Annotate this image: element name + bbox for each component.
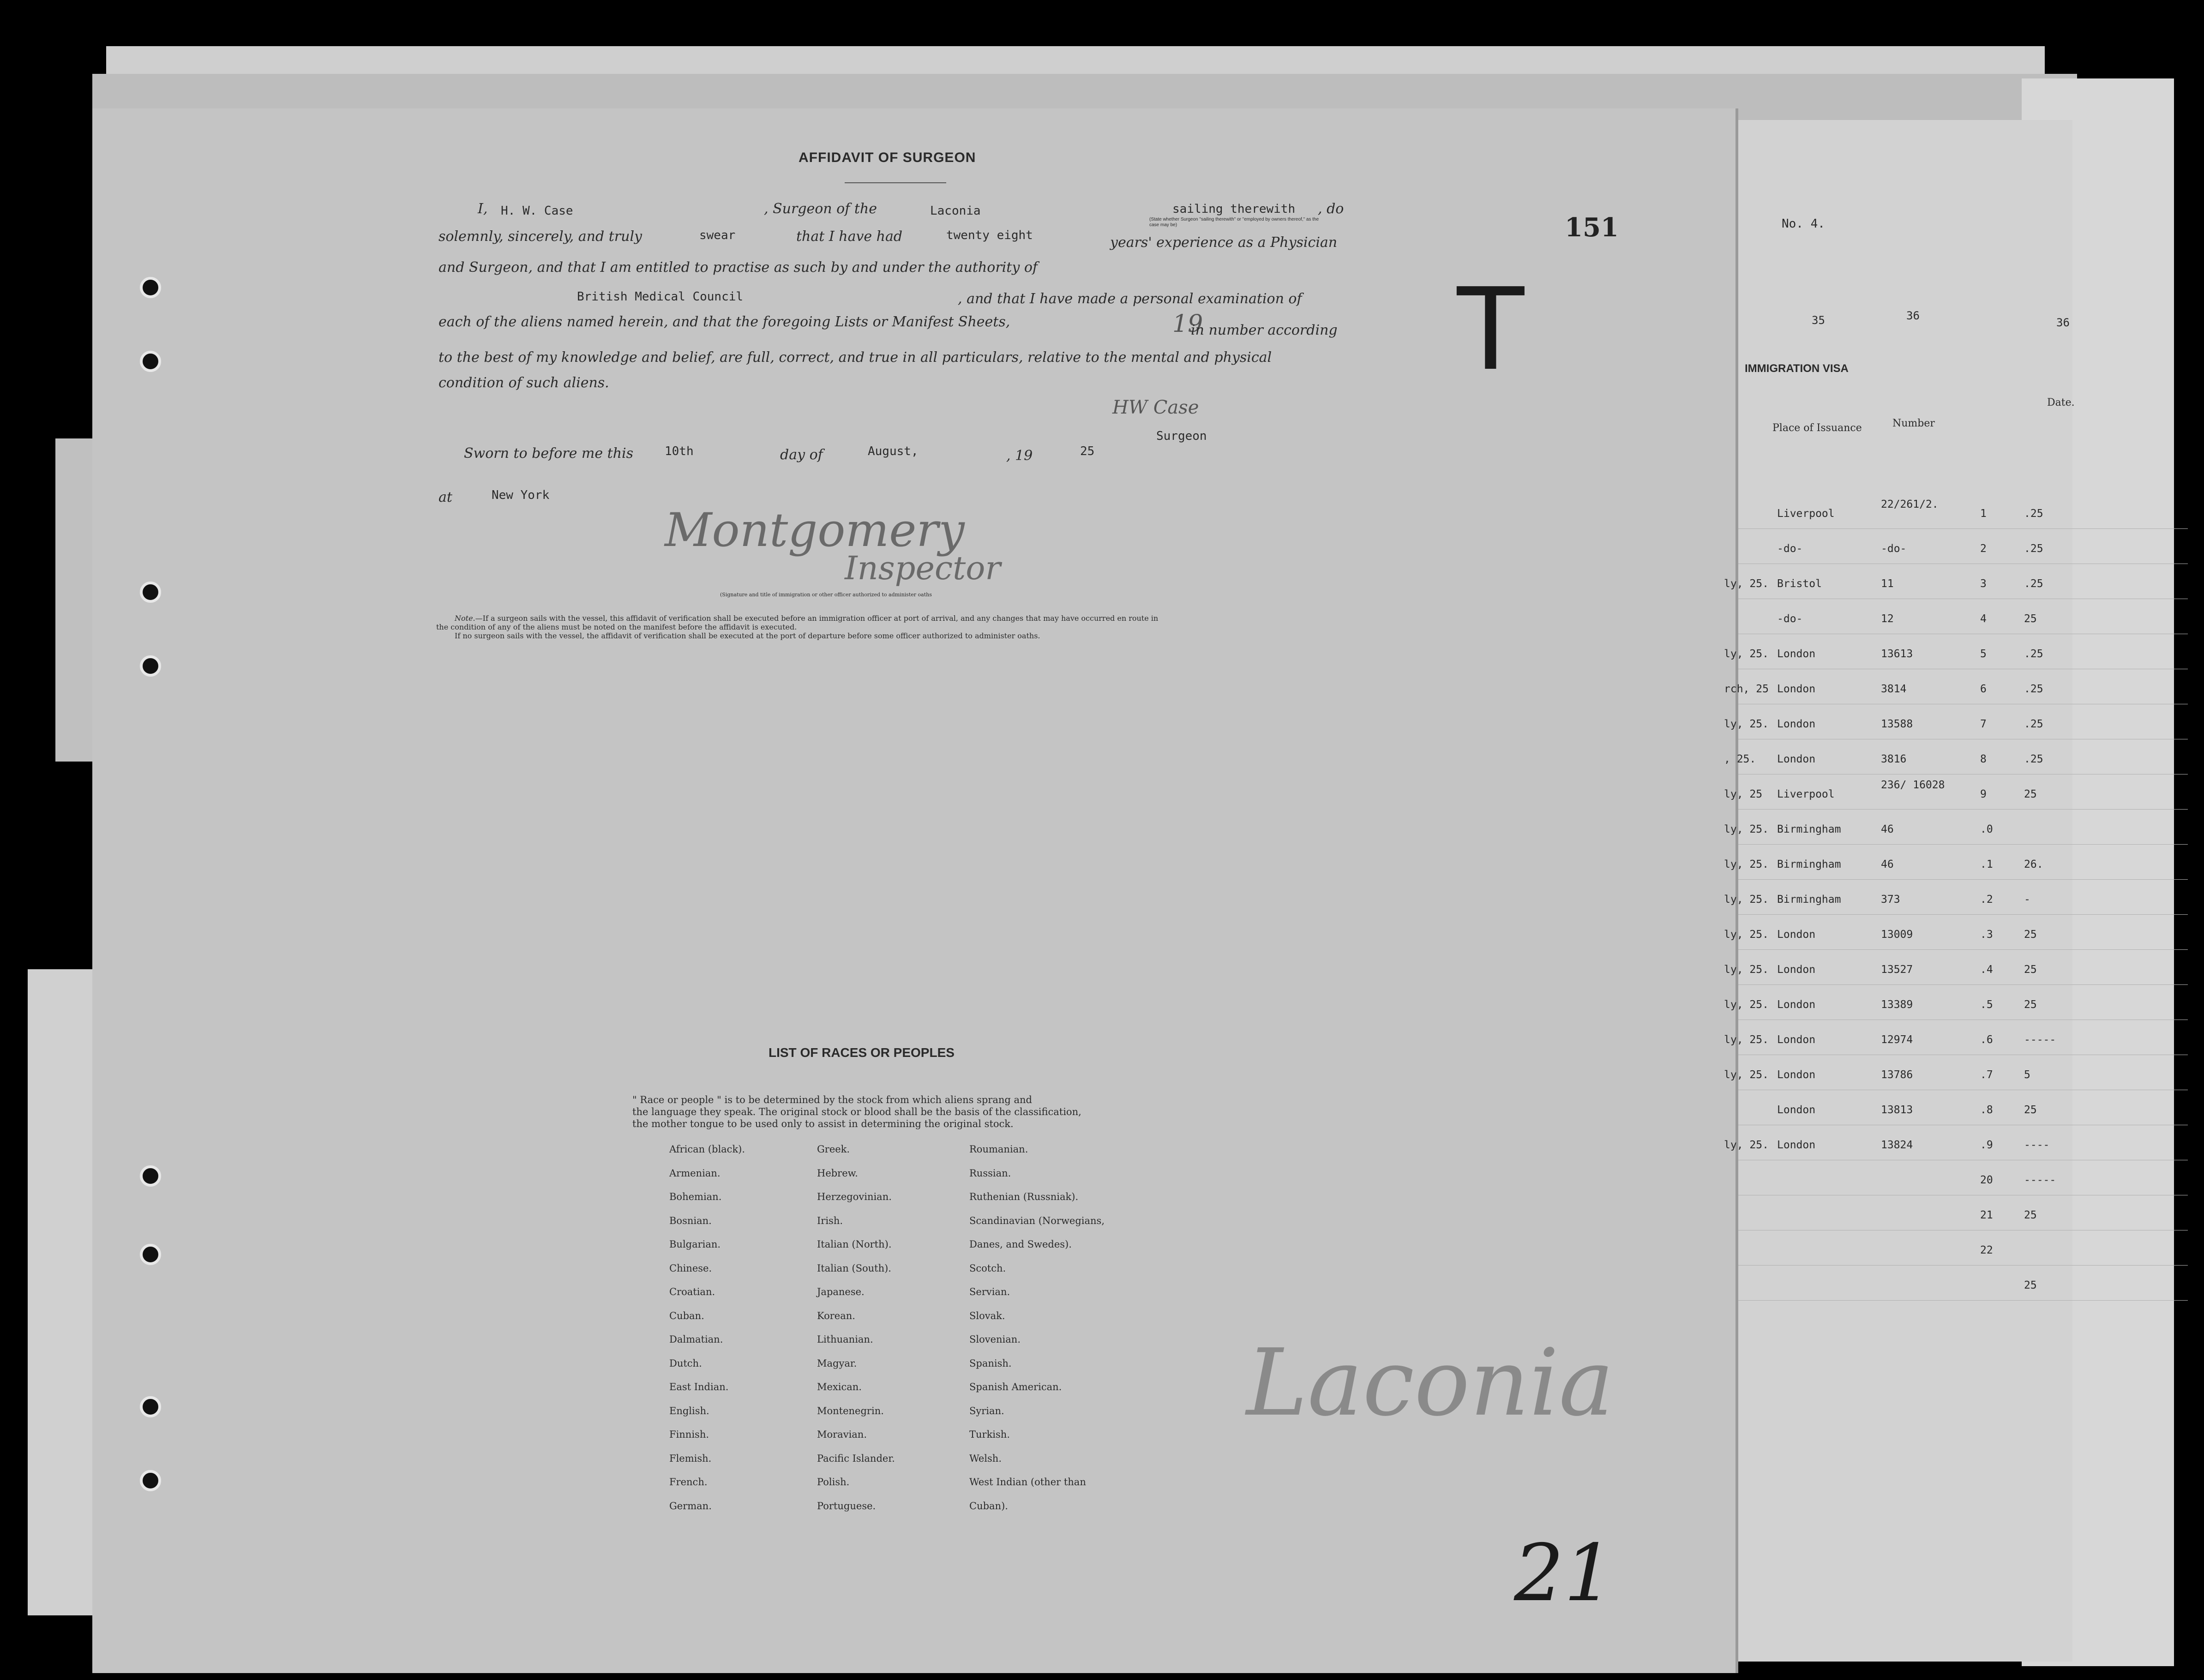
title-underline [845, 182, 946, 183]
signature-caption: (Signature and title of immigration or other officer authorized to administer oaths [720, 592, 932, 598]
visa-col: .25 [2024, 718, 2043, 730]
visa-line-number: .3 [1980, 929, 1993, 941]
visa-line-number: .9 [1980, 1139, 1993, 1151]
surgeon-of-the-label: , Surgeon of the [764, 201, 877, 217]
visa-date: ly, 25. [1724, 858, 1769, 870]
visa-number: 13009 [1881, 929, 1913, 941]
affidavit-title: AFFIDAVIT OF SURGEON [799, 150, 976, 165]
race-item: Italian (South). [817, 1262, 891, 1274]
race-item: African (black). [669, 1144, 745, 1155]
grid-line [1726, 879, 2188, 880]
visa-place: London [1777, 999, 1816, 1011]
vessel-name: Laconia [930, 204, 981, 218]
visa-place: London [1777, 1069, 1816, 1081]
race-item: German. [669, 1500, 712, 1512]
race-item: English. [669, 1405, 709, 1416]
visa-date: ly, 25. [1724, 648, 1769, 660]
grid-line [1726, 809, 2188, 810]
race-item: Ruthenian (Russniak). [969, 1191, 1079, 1202]
grid-line [1726, 914, 2188, 915]
visa-date: ly, 25 [1724, 788, 1763, 800]
race-item: Bosnian. [669, 1215, 712, 1226]
race-item: Greek. [817, 1144, 850, 1155]
affidavit-line1-prefix: I, [478, 201, 488, 217]
visa-col: .25 [2024, 753, 2043, 765]
visa-number: 3816 [1881, 753, 1907, 765]
visa-place: London [1777, 929, 1816, 941]
visa-number: 13813 [1881, 1104, 1913, 1116]
race-item: Roumanian. [969, 1144, 1028, 1155]
grid-line [1726, 528, 2188, 529]
race-item: Finnish. [669, 1429, 709, 1440]
race-item: Welsh. [969, 1452, 1002, 1464]
note-block [436, 614, 1355, 640]
visa-col: 25 [2024, 1209, 2037, 1221]
grid-line [1726, 844, 2188, 845]
surgeon-name: H. W. Case [501, 204, 573, 218]
visa-date: rch, 25 [1724, 683, 1769, 695]
visa-line-number: 20 [1980, 1174, 1993, 1186]
race-item: Dalmatian. [669, 1334, 723, 1345]
visa-col: .25 [2024, 543, 2043, 555]
sworn-prefix: Sworn to before me this [464, 445, 634, 462]
race-item: Lithuanian. [817, 1334, 873, 1345]
punch-hole [140, 582, 161, 603]
visa-date: ly, 25. [1724, 964, 1769, 976]
race-item: Syrian. [969, 1405, 1004, 1416]
visa-col: 25 [2024, 999, 2037, 1011]
visa-number: 13389 [1881, 999, 1913, 1011]
visa-line-number: 1 [1980, 508, 1987, 520]
visa-number: 12974 [1881, 1034, 1913, 1046]
affidavit-line5-prefix: each of the aliens named herein, and that the foregoing Lists or Manifest Sheets, [438, 314, 1010, 330]
visa-number: 13824 [1881, 1139, 1913, 1151]
affidavit-line4-suffix: , and that I have made a personal examination of [958, 291, 1302, 307]
visa-date: ly, 25. [1724, 894, 1769, 906]
race-item: Scandinavian (Norwegians, [969, 1215, 1105, 1226]
visa-date: ly, 25. [1724, 578, 1769, 590]
race-item: Armenian. [669, 1167, 721, 1179]
note-line3: If no surgeon sails with the vessel, the affidavit of verification shall be executed at the port of departure before some officer authorized to administer oaths. [455, 631, 1040, 640]
visa-line-number: 22 [1980, 1244, 1993, 1256]
visa-place: Liverpool [1777, 508, 1835, 520]
sworn-place: New York [492, 488, 550, 502]
t-mark: T [1454, 261, 1527, 395]
race-item: Turkish. [969, 1429, 1010, 1440]
visa-line-number: .1 [1980, 858, 1993, 870]
visa-line-number: .6 [1980, 1034, 1993, 1046]
race-item: Moravian. [817, 1429, 867, 1440]
bottom-number: 21 [1514, 1528, 1614, 1619]
visa-number: 22/261/2. [1881, 498, 1939, 510]
visa-col: ----- [2024, 1174, 2056, 1186]
affidavit-line3: and Surgeon, and that I am entitled to practise as such by and under the authority of [438, 259, 1038, 276]
visa-number: 13786 [1881, 1069, 1913, 1081]
punch-hole [140, 1396, 161, 1417]
visa-place: Liverpool [1777, 788, 1835, 800]
col-36b-header: 36 [2056, 316, 2070, 329]
race-item: Korean. [817, 1310, 855, 1321]
visa-number: 13527 [1881, 964, 1913, 976]
affidavit-line2-prefix: solemnly, sincerely, and truly [438, 228, 643, 245]
page-number-stamp: 151 [1565, 212, 1619, 243]
race-item: Magyar. [817, 1357, 857, 1369]
visa-col: .25 [2024, 578, 2043, 590]
do-label: , do [1318, 201, 1344, 217]
surgeon-title: Surgeon [1156, 429, 1207, 443]
sworn-year: 25 [1080, 444, 1095, 458]
visa-line-number: 3 [1980, 578, 1987, 590]
visa-number: 12 [1881, 613, 1894, 625]
visa-place: -do- [1777, 543, 1803, 555]
visa-col: 25 [2024, 1104, 2037, 1116]
visa-date: ly, 25. [1724, 1139, 1769, 1151]
col-35-header: 35 [1812, 314, 1825, 327]
race-item: Flemish. [669, 1452, 712, 1464]
visa-col: 25 [2024, 1279, 2037, 1291]
number-header: Number [1892, 418, 1935, 429]
oath-word: swear [699, 228, 736, 242]
visa-col: ---- [2024, 1139, 2050, 1151]
race-item: Montenegrin. [817, 1405, 884, 1416]
grid-line [1726, 1300, 2188, 1301]
affidavit-line2-mid: that I have had [796, 228, 903, 245]
sailing-status: sailing therewith [1172, 202, 1296, 216]
visa-col: .25 [2024, 508, 2043, 520]
immigration-visa-heading: IMMIGRATION VISA [1745, 362, 1849, 375]
visa-col: 25 [2024, 929, 2037, 941]
visa-date: ly, 25. [1724, 718, 1769, 730]
punch-hole [140, 1244, 161, 1265]
visa-number: 3814 [1881, 683, 1907, 695]
visa-line-number: 7 [1980, 718, 1987, 730]
race-item: West Indian (other than [969, 1476, 1086, 1488]
visa-place: London [1777, 683, 1816, 695]
race-item: Croatian. [669, 1286, 715, 1297]
grid-line [1726, 984, 2188, 985]
races-intro-line1: " Race or people " is to be determined by the stock from which aliens sprang and [632, 1094, 1032, 1105]
race-item: Pacific Islander. [817, 1452, 895, 1464]
race-item: Russian. [969, 1167, 1011, 1179]
visa-line-number: .0 [1980, 823, 1993, 835]
visa-number: 11 [1881, 578, 1894, 590]
race-item: Danes, and Swedes). [969, 1239, 1072, 1250]
col-36-header: 36 [1906, 309, 1920, 322]
sheets-count: 19 [1172, 310, 1203, 338]
visa-number: 13588 [1881, 718, 1913, 730]
visa-col: - [2024, 894, 2030, 906]
visa-line-number: 5 [1980, 648, 1987, 660]
visa-number: 236/ 16028 [1881, 779, 1945, 791]
visa-number: -do- [1881, 543, 1907, 555]
races-intro-line3: the mother tongue to be used only to assist in determining the original stock. [632, 1118, 1014, 1129]
visa-line-number: 4 [1980, 613, 1987, 625]
at-label: at [438, 489, 452, 505]
visa-place: London [1777, 1139, 1816, 1151]
visa-col: 26. [2024, 858, 2043, 870]
race-item: Servian. [969, 1286, 1010, 1297]
visa-line-number: .5 [1980, 999, 1993, 1011]
visa-line-number: 8 [1980, 753, 1987, 765]
status-note: (State whether Surgeon "sailing therewith" or "employed by owners thereof," as the case may be) [1149, 217, 1319, 228]
visa-col: .25 [2024, 683, 2043, 695]
visa-line-number: 9 [1980, 788, 1987, 800]
place-header: Place of Issuance [1772, 422, 1862, 434]
race-item: French. [669, 1476, 708, 1488]
punch-hole [140, 351, 161, 372]
note-line1: —If a surgeon sails with the vessel, this affidavit of verification shall be executed before an immigration officer at port of arrival, and any changes that may have occurred en route in [475, 614, 1159, 623]
races-title: LIST OF RACES OR PEOPLES [769, 1045, 955, 1060]
visa-col: 5 [2024, 1069, 2030, 1081]
surgeon-signature: HW Case [1112, 397, 1199, 418]
race-item: Bohemian. [669, 1191, 722, 1202]
visa-line-number: 21 [1980, 1209, 1993, 1221]
race-item: Cuban. [669, 1310, 704, 1321]
affidavit-line5-suffix: in number according [1191, 322, 1338, 338]
race-item: Irish. [817, 1215, 843, 1226]
race-item: Dutch. [669, 1357, 702, 1369]
race-item: Spanish American. [969, 1381, 1062, 1392]
affidavit-line7: condition of such aliens. [438, 375, 609, 391]
races-intro [632, 1094, 1081, 1130]
visa-place: Bristol [1777, 578, 1822, 590]
visa-number: 373 [1881, 894, 1900, 906]
visa-line-number: 6 [1980, 683, 1987, 695]
visa-place: London [1777, 964, 1816, 976]
visa-col: .25 [2024, 648, 2043, 660]
race-item: Chinese. [669, 1262, 712, 1274]
race-item: Japanese. [817, 1286, 865, 1297]
visa-line-number: .2 [1980, 894, 1993, 906]
visa-col: 25 [2024, 964, 2037, 976]
visa-col: 25 [2024, 613, 2037, 625]
race-item: Bulgarian. [669, 1239, 721, 1250]
races-intro-line2: the language they speak. The original stock or blood shall be the basis of the classification, [632, 1106, 1081, 1117]
sworn-month: August, [868, 444, 919, 458]
race-item: Portuguese. [817, 1500, 876, 1512]
laconia-handwriting: Laconia [1246, 1329, 1614, 1437]
race-item: Scotch. [969, 1262, 1006, 1274]
visa-place: London [1777, 1104, 1816, 1116]
list-number: No. 4. [1782, 217, 1825, 231]
visa-line-number: .7 [1980, 1069, 1993, 1081]
race-item: Slovenian. [969, 1334, 1021, 1345]
grid-line [1726, 1265, 2188, 1266]
authority-name: British Medical Council [577, 290, 744, 304]
visa-place: Birmingham [1777, 823, 1841, 835]
race-item: Italian (North). [817, 1239, 892, 1250]
race-item: East Indian. [669, 1381, 729, 1392]
visa-col: ----- [2024, 1034, 2056, 1046]
date-header: Date. [2047, 397, 2075, 408]
sworn-day: 10th [665, 444, 694, 458]
visa-date: ly, 25. [1724, 929, 1769, 941]
day-of-label: day of [780, 447, 823, 463]
visa-place: London [1777, 718, 1816, 730]
officer-signature: Montgomery [665, 503, 965, 557]
punch-hole [140, 1165, 161, 1187]
visa-place: Birmingham [1777, 858, 1841, 870]
grid-line [1726, 949, 2188, 950]
years-experience: twenty eight [946, 228, 1033, 242]
visa-place: -do- [1777, 613, 1803, 625]
visa-line-number: 2 [1980, 543, 1987, 555]
affidavit-line6: to the best of my knowledge and belief, are full, correct, and true in all particulars, relative to the mental and physical [438, 349, 1272, 366]
visa-date: ly, 25. [1724, 999, 1769, 1011]
race-item: Cuban). [969, 1500, 1008, 1512]
race-item: Slovak. [969, 1310, 1005, 1321]
visa-number: 46 [1881, 823, 1894, 835]
note-line2: the condition of any of the aliens must be noted on the manifest before the affidavit is executed. [436, 623, 797, 631]
visa-date: ly, 25. [1724, 1034, 1769, 1046]
punch-hole [140, 277, 161, 298]
race-item: Spanish. [969, 1357, 1012, 1369]
visa-line-number: .8 [1980, 1104, 1993, 1116]
race-item: Hebrew. [817, 1167, 858, 1179]
officer-title: Inspector [845, 549, 1001, 587]
visa-number: 46 [1881, 858, 1894, 870]
race-item: Mexican. [817, 1381, 862, 1392]
affidavit-line2-suffix: years' experience as a Physician [1110, 234, 1338, 251]
visa-place: London [1777, 648, 1816, 660]
note-label: Note. [455, 614, 475, 623]
visa-line-number: .4 [1980, 964, 1993, 976]
visa-col: 25 [2024, 788, 2037, 800]
race-item: Herzegovinian. [817, 1191, 892, 1202]
visa-place: London [1777, 1034, 1816, 1046]
visa-date: ly, 25. [1724, 823, 1769, 835]
punch-hole [140, 655, 161, 677]
immigration-visa-sheet [1722, 120, 2072, 1662]
visa-place: London [1777, 753, 1816, 765]
race-item: Polish. [817, 1476, 850, 1488]
visa-date: ly, 25. [1724, 1069, 1769, 1081]
year-prefix: , 19 [1006, 448, 1033, 464]
visa-date: , 25. [1724, 753, 1756, 765]
visa-number: 13613 [1881, 648, 1913, 660]
visa-place: Birmingham [1777, 894, 1841, 906]
punch-hole [140, 1470, 161, 1491]
